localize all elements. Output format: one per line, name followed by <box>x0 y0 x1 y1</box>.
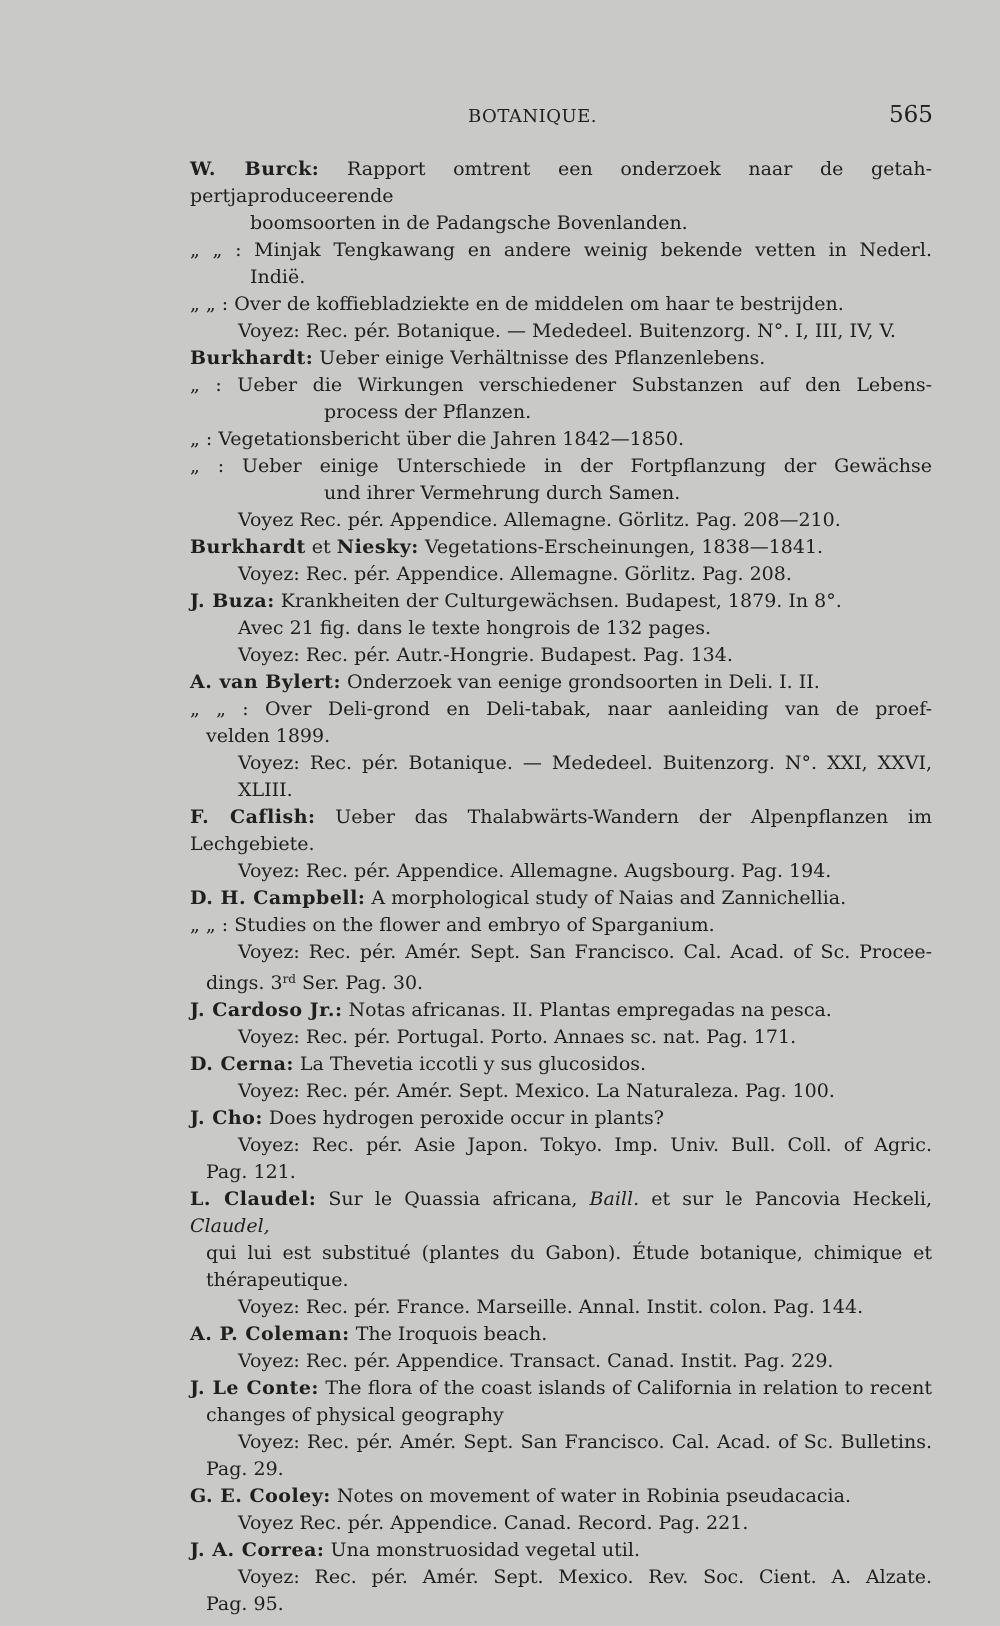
entry-line: Indië. <box>250 266 306 288</box>
entry-line: Voyez: Rec. pér. Appendice. Transact. Canad. Instit. Pag. 229. <box>238 1350 834 1372</box>
entry-line: Voyez: Rec. pér. Autr.-Hongrie. Budapest. Pag. 134. <box>238 644 733 666</box>
author-name: L. Claudel: <box>190 1188 317 1210</box>
entry-line: Pag. 121. <box>206 1161 296 1183</box>
entry-text: The Iroquois beach. <box>349 1323 548 1345</box>
entry-line <box>190 1321 932 1348</box>
author-name: J. Le Conte: <box>190 1377 319 1399</box>
author-name: J. Buza: <box>190 590 275 612</box>
entry-text: Notas africanas. II. Plantas empregadas na pesca. <box>342 999 832 1021</box>
page-header <box>0 100 1000 134</box>
entry-text: Rapport omtrent een onderzoek naar de getah-pertjaproduceerende <box>190 158 932 207</box>
entry-line <box>190 1483 932 1510</box>
entry-text: Vegetations-Erscheinungen, 1838—1841. <box>418 536 824 558</box>
entry-line: changes of physical geography <box>206 1404 504 1426</box>
entry-line <box>190 885 932 912</box>
entry-line: „ „ : Over de koffiebladziekte en de middelen om haar te bestrijden. <box>190 293 844 315</box>
entry-text: Ueber einige Verhältnisse des Pflanzenlebens. <box>313 347 766 369</box>
author-name: G. E. Cooley: <box>190 1485 331 1507</box>
entry-line: Voyez: Rec. pér. Amér. Sept. San Francisco. Cal. Acad. of Sc. Bulletins. <box>238 1431 932 1453</box>
entry-line: „ „ : Over Deli-grond en Deli-tabak, naar aanleiding van de proef- <box>190 698 932 720</box>
entry-line: „ „ : Studies on the flower and embryo of Sparganium. <box>190 914 715 936</box>
author-name: W. Burck: <box>190 158 320 180</box>
entry-line <box>190 1375 932 1402</box>
entry-line: Voyez: Rec. pér. Amér. Sept. San Francisco. Cal. Acad. of Sc. Procee- <box>238 941 932 963</box>
entry-line: Voyez: Rec. pér. Portugal. Porto. Annaes sc. nat. Pag. 171. <box>238 1026 797 1048</box>
entry-line: „ : Ueber einige Unterschiede in der Fortpflanzung der Gewächse <box>190 455 932 477</box>
entry-text: Ueber das Thalabwärts-Wandern der Alpenpflanzen im Lechgebiete. <box>190 806 932 855</box>
entry-line: XLIII. <box>238 779 293 801</box>
entry-text: The flora of the coast islands of California in relation to recent <box>318 1377 933 1399</box>
page-number: 565 <box>889 102 933 128</box>
bibliography-list <box>190 156 932 1618</box>
entry-line <box>190 1537 932 1564</box>
entry-line <box>190 156 932 210</box>
author-name: Burkhardt <box>190 536 306 558</box>
entry-text: et sur le Pancovia Heckeli, <box>639 1188 933 1210</box>
entry-line: Voyez: Rec. pér. France. Marseille. Annal. Instit. colon. Pag. 144. <box>238 1296 864 1318</box>
entry-line: „ : Vegetationsbericht über die Jahren 1842—1850. <box>190 428 684 450</box>
entry-line <box>190 997 932 1024</box>
entry-line: Pag. 95. <box>206 1593 284 1615</box>
entry-line <box>190 1105 932 1132</box>
entry-line <box>190 588 932 615</box>
author-name: A. P. Coleman: <box>190 1323 350 1345</box>
author-name: A. van Bylert: <box>190 671 341 693</box>
entry-line: Voyez: Rec. pér. Appendice. Allemagne. Augsbourg. Pag. 194. <box>238 860 832 882</box>
superscript: rd <box>282 972 296 986</box>
entry-line <box>190 345 932 372</box>
entry-line: Voyez: Rec. pér. Asie Japon. Tokyo. Imp. Univ. Bull. Coll. of Agric. <box>238 1134 932 1156</box>
entry-text: dings. 3 <box>206 972 283 994</box>
entry-line: Voyez: Rec. pér. Botanique. — Mededeel. Buitenzorg. N°. XXI, XXVI, <box>238 752 932 774</box>
running-title: BOTANIQUE. <box>468 106 597 127</box>
entry-line <box>190 804 932 858</box>
entry-line: Voyez: Rec. pér. Amér. Sept. Mexico. La Naturaleza. Pag. 100. <box>238 1080 835 1102</box>
entry-text: et <box>305 536 337 558</box>
entry-text: Onderzoek van eenige grondsoorten in Deli. I. II. <box>340 671 820 693</box>
author-name: Burkhardt: <box>190 347 314 369</box>
author-name: Niesky: <box>336 536 419 558</box>
entry-line: boomsoorten in de Padangsche Bovenlanden. <box>250 212 688 234</box>
entry-line <box>190 1186 932 1240</box>
entry-line: und ihrer Vermehrung durch Samen. <box>324 482 681 504</box>
italic-text: Baill. <box>589 1188 640 1210</box>
entry-text: Sur le Quassia africana, <box>316 1188 590 1210</box>
entry-line: „ „ : Minjak Tengkawang en andere weinig bekende vetten in Nederl. <box>190 239 932 261</box>
entry-line: Voyez: Rec. pér. Appendice. Allemagne. Görlitz. Pag. 208. <box>238 563 792 585</box>
entry-line <box>190 966 932 997</box>
entry-line: „ : Ueber die Wirkungen verschiedener Substanzen auf den Lebens- <box>190 374 932 396</box>
author-name: J. Cho: <box>190 1107 263 1129</box>
author-name: F. Caflish: <box>190 806 316 828</box>
entry-line: thérapeutique. <box>206 1269 349 1291</box>
entry-text: Krankheiten der Culturgewächsen. Budapest, 1879. In 8°. <box>274 590 842 612</box>
author-name: J. Cardoso Jr.: <box>190 999 343 1021</box>
author-name: D. Cerna: <box>190 1053 294 1075</box>
author-name: J. A. Correa: <box>190 1539 325 1561</box>
entry-text: Does hydrogen peroxide occur in plants? <box>262 1107 664 1129</box>
entry-text: Ser. Pag. 30. <box>295 972 424 994</box>
entry-text: Notes on movement of water in Robinia pseudacacia. <box>330 1485 851 1507</box>
entry-line <box>190 1051 932 1078</box>
entry-line: Voyez: Rec. pér. Amér. Sept. Mexico. Rev. Soc. Cient. A. Alzate. <box>238 1566 932 1588</box>
entry-text: A morphological study of Naias and Zannichellia. <box>365 887 847 909</box>
entry-line: process der Pflanzen. <box>324 401 532 423</box>
entry-line: Avec 21 fig. dans le texte hongrois de 132 pages. <box>238 617 712 639</box>
entry-text: Una monstruosidad vegetal util. <box>324 1539 640 1561</box>
entry-line <box>190 534 932 561</box>
entry-line: velden 1899. <box>206 725 331 747</box>
entry-line <box>190 669 932 696</box>
entry-line: Voyez Rec. pér. Appendice. Canad. Record. Pag. 221. <box>238 1512 749 1534</box>
author-name: D. H. Campbell: <box>190 887 366 909</box>
entry-text: La Thevetia iccotli y sus glucosidos. <box>293 1053 647 1075</box>
entry-line: Pag. 29. <box>206 1458 284 1480</box>
entry-line: Voyez Rec. pér. Appendice. Allemagne. Görlitz. Pag. 208—210. <box>238 509 841 531</box>
entry-line: Voyez: Rec. pér. Botanique. — Mededeel. Buitenzorg. N°. I, III, IV, V. <box>238 320 896 342</box>
entry-line: qui lui est substitué (plantes du Gabon). Étude botanique, chimique et <box>206 1242 932 1264</box>
italic-text: Claudel, <box>190 1215 270 1237</box>
